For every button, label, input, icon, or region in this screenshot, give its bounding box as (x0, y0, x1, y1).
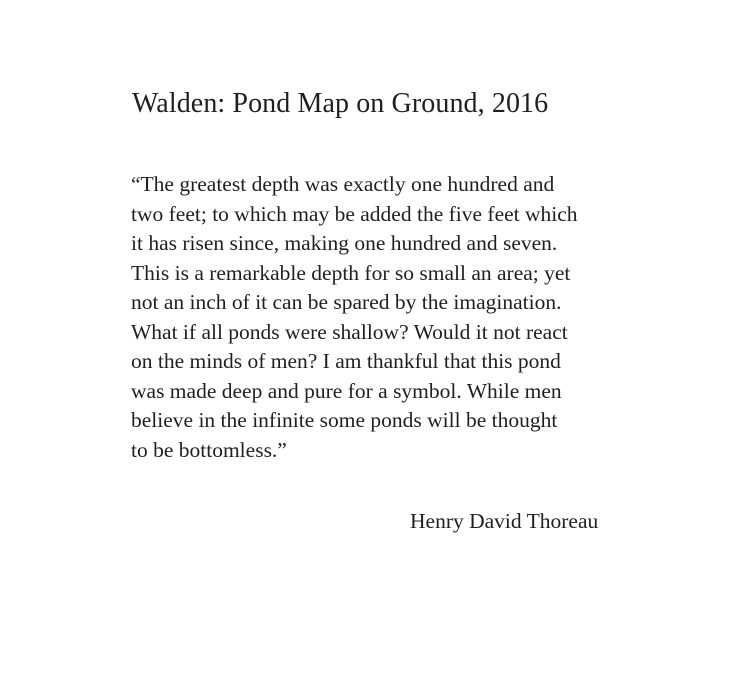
quote-line: “The greatest depth was exactly one hundred and (131, 172, 555, 196)
quote-line: believe in the infinite some ponds will be thought (131, 408, 558, 432)
page-title: Walden: Pond Map on Ground, 2016 (132, 88, 549, 119)
quote-line: not an inch of it can be spared by the imagination. (131, 290, 562, 314)
quote-line: What if all ponds were shallow? Would it not react (131, 319, 568, 344)
quote-line: was made deep and pure for a symbol. While men (131, 378, 562, 403)
quote-author: Henry David Thoreau (410, 509, 599, 533)
quote-line: This is a remarkable depth for so small an area; yet (131, 260, 571, 285)
quote-line: on the minds of men? I am thankful that this pond (131, 349, 561, 373)
quote-line: it has risen since, making one hundred and seven. (131, 231, 558, 255)
quote-line: to be bottomless.” (131, 437, 287, 462)
quote-line: two feet; to which may be added the five feet which (131, 201, 578, 226)
quote-block (131, 170, 651, 465)
